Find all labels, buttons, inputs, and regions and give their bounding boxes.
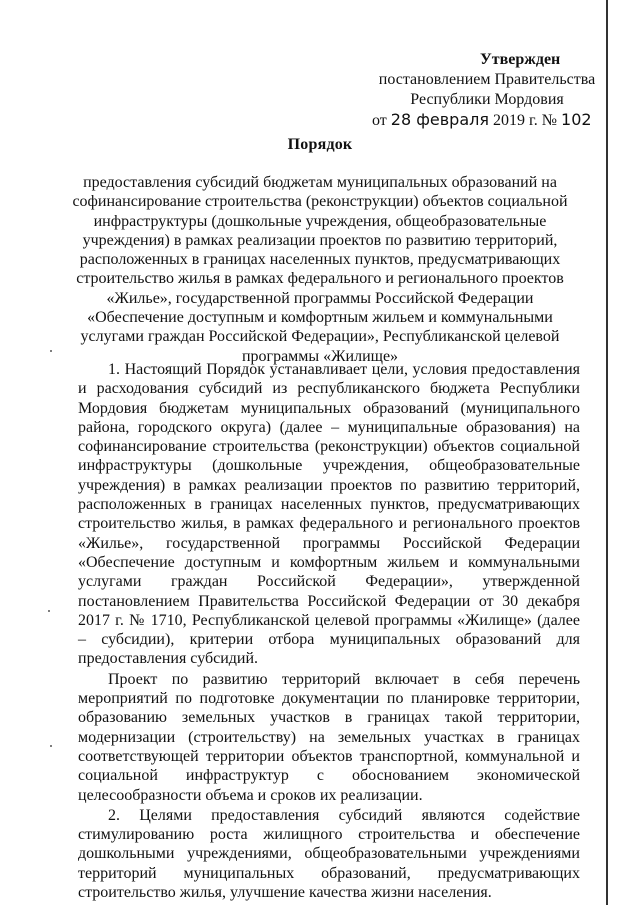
approval-line-1: постановлением Правительства bbox=[378, 71, 596, 88]
scan-dot bbox=[48, 610, 50, 612]
approval-stamp bbox=[362, 50, 612, 131]
approval-line-2: Республики Мордовия bbox=[410, 91, 564, 108]
paragraph-1: 1. Настоящий Порядок устанавливает цели, условия предоставления и расходования субсидий из республиканского бюджета Республики Мордовия бюджетам муниципальных образований (муниципального района, городского округа) (далее – муниципальные образования) на софинансирование строительства (реконструкции) объектов социальной инфраструктуры (дошкольные учреждения, общеобразовательные учреждения) в рамках реализации проектов по развитию территорий, расположенных в границах населенных пунктов, предусматривающих строительство жилья, в рамках федерального и регионального проектов «Жилье», государственной программы Российской Федерации «Обеспечение доступным и комфортным жильем и коммунальными услугами граждан Российской Федерации», утвержденной постановлением Правительства Российской Федерации от 30 декабря 2017 г. № 1710, Республиканской целевой программы «Жилище» (далее – субсидии), критерии отбора муниципальных образований для предоставления субсидий. bbox=[78, 361, 580, 668]
date-year: 2019 г. № bbox=[493, 112, 558, 129]
document-body bbox=[78, 360, 580, 902]
approved-label: Утвержден bbox=[480, 51, 561, 68]
approval-date bbox=[362, 110, 612, 131]
paragraph-3: 2. Целями предоставления субсидий являются содействие стимулированию роста жилищного строительства и обеспечение дошкольными учреждениями, общеобразовательными учреждениями территорий муниципальных образований, предусматривающих строительство жилья, улучшение качества жизни населения. bbox=[78, 806, 580, 902]
date-day-month: 28 февраля bbox=[390, 110, 489, 129]
date-prefix: от bbox=[372, 112, 387, 129]
document-title: Порядок bbox=[287, 136, 353, 153]
paragraph-2: Проект по развитию территорий включает в себя перечень мероприятий по подготовке документации по планировке территории, образованию земельных участков в границах такой территории, модернизации (строительству) на земельных участках в границах соответствующей территории объектов транспортной, коммунальной и социальной инфраструктур с обоснованием экономической целесообразности объема и сроков их реализации. bbox=[78, 670, 580, 804]
document-subtitle: предоставления субсидий бюджетам муниципальных образований на софинансирование строительства (реконструкции) объектов социальной инфраструктуры (дошкольные учреждения, общеобразовательные учреждения) в рамках реализации проектов по развитию территорий, расположенных в границах населенных пунктов, предусматривающих строительство жилья в рамках федерального и регионального проектов «Жилье», государственной программы Российской Федерации «Обеспечение доступным и комфортным жильем и коммунальными услугами граждан Российской Федерации», Республиканской целевой программы «Жилище» bbox=[72, 174, 568, 365]
scan-dot bbox=[50, 745, 52, 747]
date-number: 102 bbox=[561, 110, 592, 129]
scan-dot bbox=[50, 350, 52, 352]
